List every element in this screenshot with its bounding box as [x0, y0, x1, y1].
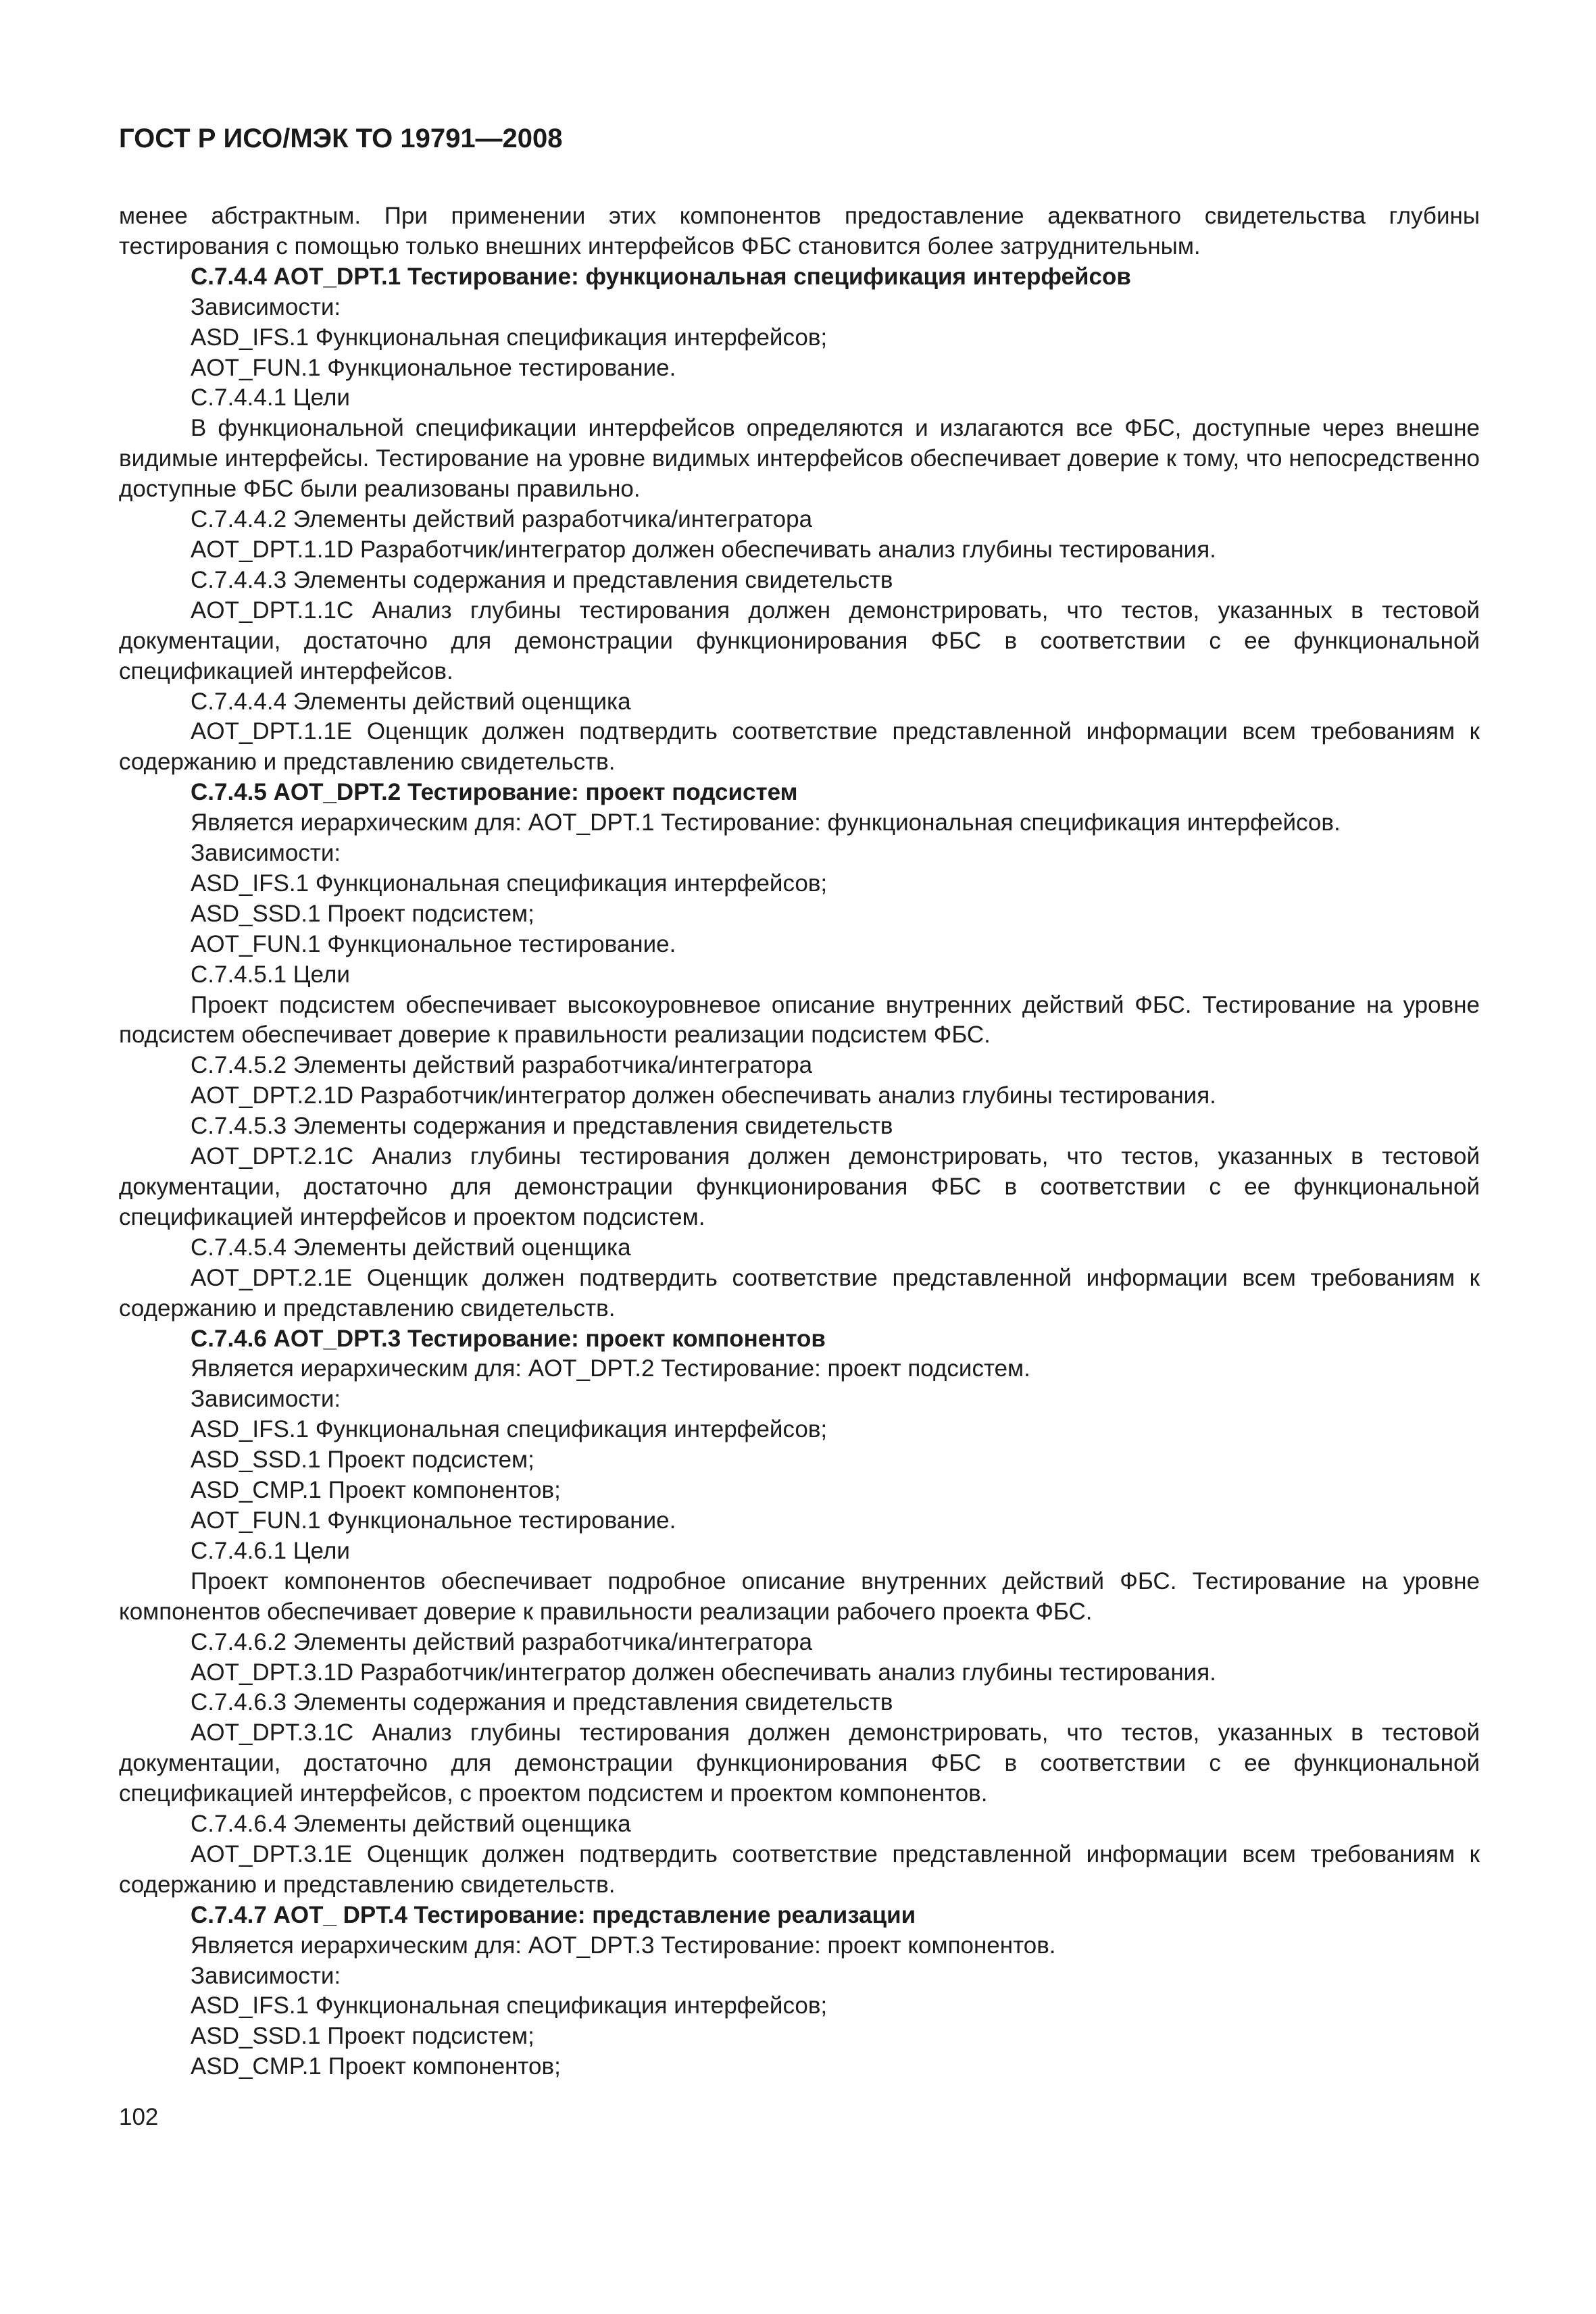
text-line: Зависимости: — [191, 840, 341, 867]
text-line: AOT_FUN.1 Функциональное тестирование. — [191, 354, 676, 381]
text-line: AOT_FUN.1 Функциональное тестирование. — [191, 930, 676, 957]
text-line: С.7.4.6.4 Элементы действий оценщика — [191, 1811, 631, 1838]
text-line: AOT_FUN.1 Функциональное тестирование. — [191, 1507, 676, 1534]
paragraph: AOT_DPT.3.1С Анализ глубины тестирования должен демонстрировать, что тестов, указанных в тестовой документации, достаточно для демонстрации функционирования ФБС в соответствии с ее функциональной спецификацией интерфейсов, с проектом подсистем и проектом компонентов. — [119, 1719, 1480, 1807]
text-line: AOT_DPT.3.1D Разработчик/интегратор должен обеспечивать анализ глубины тестирования. — [191, 1659, 1216, 1686]
text-line: С.7.4.4.4 Элементы действий оценщика — [191, 688, 631, 715]
paragraph: AOT_DPT.1.1С Анализ глубины тестирования должен демонстрировать, что тестов, указанных в тестовой документации, достаточно для демонстрации функционирования ФБС в соответствии с ее функциональной спецификацией интерфейсов. — [119, 597, 1480, 684]
text-line: С.7.4.6.2 Элементы действий разработчика/интегратора — [191, 1628, 813, 1655]
text-line: С.7.4.6.1 Цели — [191, 1537, 350, 1564]
text-line: ASD_SSD.1 Проект подсистем; — [191, 2023, 534, 2050]
text-line: AOT_DPT.2.1D Разработчик/интегратор должен обеспечивать анализ глубины тестирования. — [191, 1082, 1216, 1109]
text-line: ASD_CMP.1 Проект компонентов; — [191, 1477, 561, 1504]
document-header: ГОСТ Р ИСО/МЭК ТО 19791—2008 — [119, 124, 563, 153]
section-heading: С.7.4.7 AOT_ DPT.4 Тестирование: представление реализации — [191, 1901, 916, 1928]
text-line: С.7.4.4.2 Элементы действий разработчика/интегратора — [191, 506, 813, 533]
text-line: ASD_CMP.1 Проект компонентов; — [191, 2053, 561, 2080]
text-line: Является иерархическим для: AOT_DPT.1 Тестирование: функциональная спецификация интерфейсов. — [191, 809, 1341, 836]
text-line: С.7.4.5.3 Элементы содержания и представления свидетельств — [191, 1113, 893, 1140]
paragraph: AOT_DPT.2.1С Анализ глубины тестирования должен демонстрировать, что тестов, указанных в тестовой документации, достаточно для демонстрации функционирования ФБС в соответствии с ее функциональной спецификацией интерфейсов и проектом подсистем. — [119, 1143, 1480, 1230]
text-line: ASD_IFS.1 Функциональная спецификация интерфейсов; — [191, 1416, 828, 1443]
paragraph: AOT_DPT.3.1E Оценщик должен подтвердить соответствие представленной информации всем требованиям к содержанию и представлению свидетельств. — [119, 1840, 1480, 1898]
text-line: AOT_DPT.1.1D Разработчик/интегратор должен обеспечивать анализ глубины тестирования. — [191, 536, 1216, 563]
text-line: С.7.4.6.3 Элементы содержания и представления свидетельств — [191, 1689, 893, 1716]
text-line: Зависимости: — [191, 1386, 341, 1413]
text-line: С.7.4.5.2 Элементы действий разработчика/интегратора — [191, 1052, 813, 1079]
text-line: Является иерархическим для: AOT_DPT.3 Тестирование: проект компонентов. — [191, 1932, 1056, 1959]
paragraph: Проект подсистем обеспечивает высокоуровневое описание внутренних действий ФБС. Тестирование на уровне подсистем обеспечивает доверие к правильности реализации подсистем ФБС. — [119, 991, 1480, 1049]
text-line: С.7.4.5.1 Цели — [191, 961, 350, 988]
text-line: ASD_SSD.1 Проект подсистем; — [191, 1447, 534, 1474]
text-line: ASD_IFS.1 Функциональная спецификация интерфейсов; — [191, 870, 828, 897]
paragraph-continuation: менее абстрактным. При применении этих компонентов предоставление адекватного свидетельства глубины тестирования с помощью только внешних интерфейсов ФБС становится более затруднительным. — [119, 203, 1480, 259]
text-line: С.7.4.5.4 Элементы действий оценщика — [191, 1234, 631, 1261]
document-body — [119, 201, 1480, 2082]
page-number: 102 — [119, 2104, 159, 2130]
paragraph: Проект компонентов обеспечивает подробное описание внутренних действий ФБС. Тестирование на уровне компонентов обеспечивает доверие к правильности реализации рабочего проекта ФБС. — [119, 1567, 1480, 1625]
text-line: С.7.4.4.1 Цели — [191, 384, 350, 411]
text-line: Является иерархическим для: AOT_DPT.2 Тестирование: проект подсистем. — [191, 1355, 1030, 1382]
text-line: Зависимости: — [191, 1962, 341, 1989]
section-heading: С.7.4.6 AOT_DPT.3 Тестирование: проект компонентов — [191, 1325, 826, 1352]
paragraph: AOT_DPT.2.1E Оценщик должен подтвердить соответствие представленной информации всем требованиям к содержанию и представлению свидетельств. — [119, 1264, 1480, 1322]
text-line: С.7.4.4.3 Элементы содержания и представления свидетельств — [191, 566, 893, 593]
section-heading: С.7.4.5 AOT_DPT.2 Тестирование: проект подсистем — [191, 779, 798, 806]
paragraph: AOT_DPT.1.1E Оценщик должен подтвердить соответствие представленной информации всем требованиям к содержанию и представлению свидетельств. — [119, 718, 1480, 776]
text-line: Зависимости: — [191, 293, 341, 320]
text-line: ASD_SSD.1 Проект подсистем; — [191, 900, 534, 927]
text-line: ASD_IFS.1 Функциональная спецификация интерфейсов; — [191, 1992, 828, 2019]
text-line: ASD_IFS.1 Функциональная спецификация интерфейсов; — [191, 324, 828, 351]
paragraph: В функциональной спецификации интерфейсов определяются и излагаются все ФБС, доступные через внешне видимые интерфейсы. Тестирование на уровне видимых интерфейсов обеспечивает доверие к тому, что непосредственно доступные ФБС были реализованы правильно. — [119, 415, 1480, 503]
section-heading: С.7.4.4 AOT_DPT.1 Тестирование: функциональная спецификация интерфейсов — [191, 263, 1131, 290]
